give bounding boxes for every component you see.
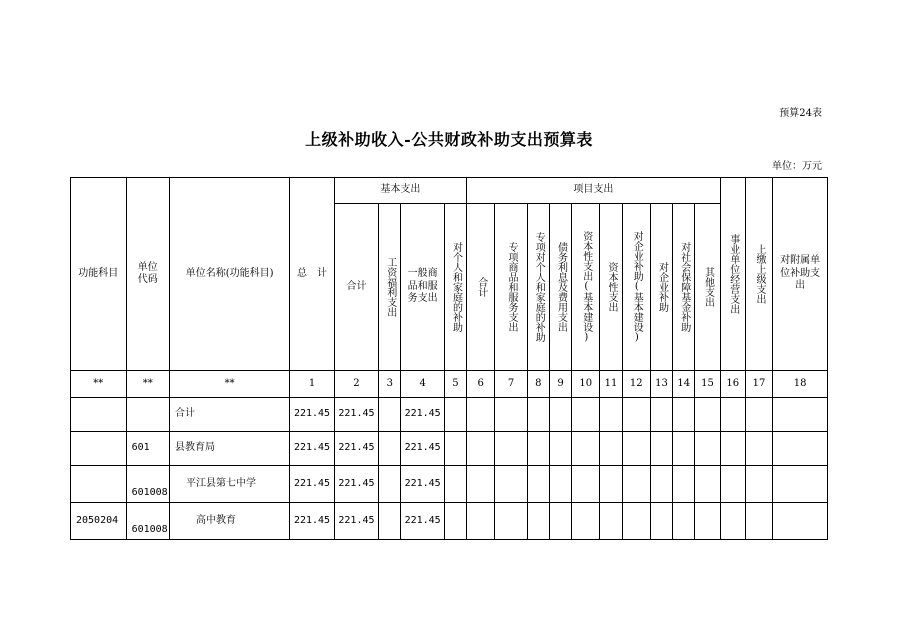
index-cell: 1 <box>290 371 334 398</box>
col-project-enterprise-construction: 对企业补助(基本建设) <box>622 204 650 371</box>
cell-empty <box>549 503 571 540</box>
cell-basic-goods: 221.45 <box>401 503 444 540</box>
cell-empty <box>695 466 720 503</box>
index-cell: 17 <box>745 371 772 398</box>
cell-code: 601 <box>126 432 169 466</box>
col-project-special-goods: 专项商品和服务支出 <box>495 204 527 371</box>
cell-empty <box>600 503 622 540</box>
index-cell: 3 <box>379 371 401 398</box>
cell-empty <box>379 503 401 540</box>
col-project-social-security: 对社会保障基金补助 <box>673 204 695 371</box>
cell-empty <box>673 398 695 432</box>
cell-empty <box>650 398 672 432</box>
index-cell: ** <box>71 371 127 398</box>
cell-empty <box>650 466 672 503</box>
cell-empty <box>622 466 650 503</box>
col-basic-individual: 对个人和家庭的补助 <box>444 204 466 371</box>
cell-empty <box>379 466 401 503</box>
cell-name: 合计 <box>170 398 290 432</box>
cell-empty <box>467 466 495 503</box>
cell-empty <box>773 466 828 503</box>
index-cell: 7 <box>495 371 527 398</box>
col-func-subject: 功能科目 <box>71 178 127 371</box>
col-project-enterprise: 对企业补助 <box>650 204 672 371</box>
cell-basic-subtotal: 221.45 <box>334 432 378 466</box>
cell-empty <box>572 432 600 466</box>
cell-empty <box>673 466 695 503</box>
cell-name: 县教育局 <box>170 432 290 466</box>
cell-empty <box>495 398 527 432</box>
cell-empty <box>444 503 466 540</box>
col-project-capital: 资本性支出 <box>600 204 622 371</box>
cell-empty <box>600 466 622 503</box>
cell-code: 601008 <box>126 466 169 503</box>
cell-empty <box>720 398 745 432</box>
cell-basic-goods: 221.45 <box>401 466 444 503</box>
unit-label: 单位：万元 <box>772 161 822 172</box>
table-row <box>71 466 828 503</box>
index-cell: 13 <box>650 371 672 398</box>
cell-empty <box>773 398 828 432</box>
index-cell: 16 <box>720 371 745 398</box>
cell-total: 221.45 <box>290 466 334 503</box>
cell-empty <box>622 398 650 432</box>
page-title: 上级补助收入-公共财政补助支出预算表 <box>305 130 593 149</box>
cell-empty <box>650 432 672 466</box>
cell-empty <box>527 503 549 540</box>
cell-empty <box>549 432 571 466</box>
cell-empty <box>572 466 600 503</box>
cell-func <box>71 432 127 466</box>
cell-empty <box>720 432 745 466</box>
cell-empty <box>773 503 828 540</box>
cell-empty <box>600 398 622 432</box>
cell-empty <box>527 432 549 466</box>
col-project-capital-construction: 资本性支出(基本建设) <box>572 204 600 371</box>
index-cell: 6 <box>467 371 495 398</box>
cell-empty <box>467 398 495 432</box>
index-cell: 9 <box>549 371 571 398</box>
col-basic-goods: 一般商品和服务支出 <box>401 204 444 371</box>
col-group-basic: 基本支出 <box>334 178 466 204</box>
cell-func <box>71 466 127 503</box>
cell-empty <box>444 432 466 466</box>
cell-empty <box>379 432 401 466</box>
col-basic-wages: 工资福利支出 <box>379 204 401 371</box>
cell-empty <box>673 503 695 540</box>
col-project-subtotal: 合计 <box>467 204 495 371</box>
col-affiliated: 对附属单位补助支出 <box>773 178 828 371</box>
index-cell: 18 <box>773 371 828 398</box>
cell-empty <box>444 466 466 503</box>
cell-empty <box>773 432 828 466</box>
index-cell: 4 <box>401 371 444 398</box>
col-unit-code: 单位代码 <box>126 178 169 371</box>
cell-empty <box>622 432 650 466</box>
cell-total: 221.45 <box>290 503 334 540</box>
budget-table <box>70 177 828 540</box>
cell-empty <box>695 398 720 432</box>
index-cell: ** <box>170 371 290 398</box>
cell-empty <box>467 432 495 466</box>
cell-total: 221.45 <box>290 398 334 432</box>
cell-empty <box>720 466 745 503</box>
cell-name: 平江县第七中学 <box>170 466 290 503</box>
index-cell: 5 <box>444 371 466 398</box>
cell-empty <box>444 398 466 432</box>
cell-empty <box>572 398 600 432</box>
cell-basic-goods: 221.45 <box>401 398 444 432</box>
col-group-project: 项目支出 <box>467 178 721 204</box>
col-project-other: 其他支出 <box>695 204 720 371</box>
cell-empty <box>720 503 745 540</box>
index-cell: 14 <box>673 371 695 398</box>
cell-code <box>126 398 169 432</box>
table-row <box>71 503 828 540</box>
col-project-debt-interest: 债务利息及费用支出 <box>549 204 571 371</box>
index-cell: 11 <box>600 371 622 398</box>
index-cell: 12 <box>622 371 650 398</box>
index-cell: 10 <box>572 371 600 398</box>
cell-empty <box>745 466 772 503</box>
col-total: 总 计 <box>290 178 334 371</box>
cell-name: 高中教育 <box>170 503 290 540</box>
cell-empty <box>379 398 401 432</box>
header-row-groups <box>71 178 828 204</box>
col-basic-subtotal: 合计 <box>334 204 378 371</box>
cell-empty <box>745 503 772 540</box>
index-row <box>71 371 828 398</box>
cell-empty <box>650 503 672 540</box>
col-project-special-individual: 专项对个人和家庭的补助 <box>527 204 549 371</box>
cell-empty <box>495 432 527 466</box>
index-cell: 2 <box>334 371 378 398</box>
cell-empty <box>745 432 772 466</box>
table-row <box>71 432 828 466</box>
cell-empty <box>549 398 571 432</box>
cell-empty <box>600 432 622 466</box>
cell-empty <box>745 398 772 432</box>
cell-empty <box>673 432 695 466</box>
index-cell: 8 <box>527 371 549 398</box>
cell-empty <box>527 466 549 503</box>
cell-basic-subtotal: 221.45 <box>334 466 378 503</box>
cell-basic-goods: 221.45 <box>401 432 444 466</box>
index-cell: ** <box>126 371 169 398</box>
cell-total: 221.45 <box>290 432 334 466</box>
col-business-unit: 事业单位经营支出 <box>720 178 745 371</box>
col-pay-upper: 上缴上级支出 <box>745 178 772 371</box>
cell-func <box>71 398 127 432</box>
cell-empty <box>495 503 527 540</box>
cell-empty <box>549 466 571 503</box>
index-cell: 15 <box>695 371 720 398</box>
cell-code: 601008 <box>126 503 169 540</box>
cell-basic-subtotal: 221.45 <box>334 398 378 432</box>
cell-empty <box>495 466 527 503</box>
col-unit-name: 单位名称(功能科目) <box>170 178 290 371</box>
cell-basic-subtotal: 221.45 <box>334 503 378 540</box>
page-label: 预算24表 <box>779 108 822 119</box>
cell-empty <box>622 503 650 540</box>
cell-empty <box>695 432 720 466</box>
cell-empty <box>572 503 600 540</box>
cell-func: 2050204 <box>71 503 127 540</box>
cell-empty <box>695 503 720 540</box>
cell-empty <box>527 398 549 432</box>
table-row <box>71 398 828 432</box>
cell-empty <box>467 503 495 540</box>
